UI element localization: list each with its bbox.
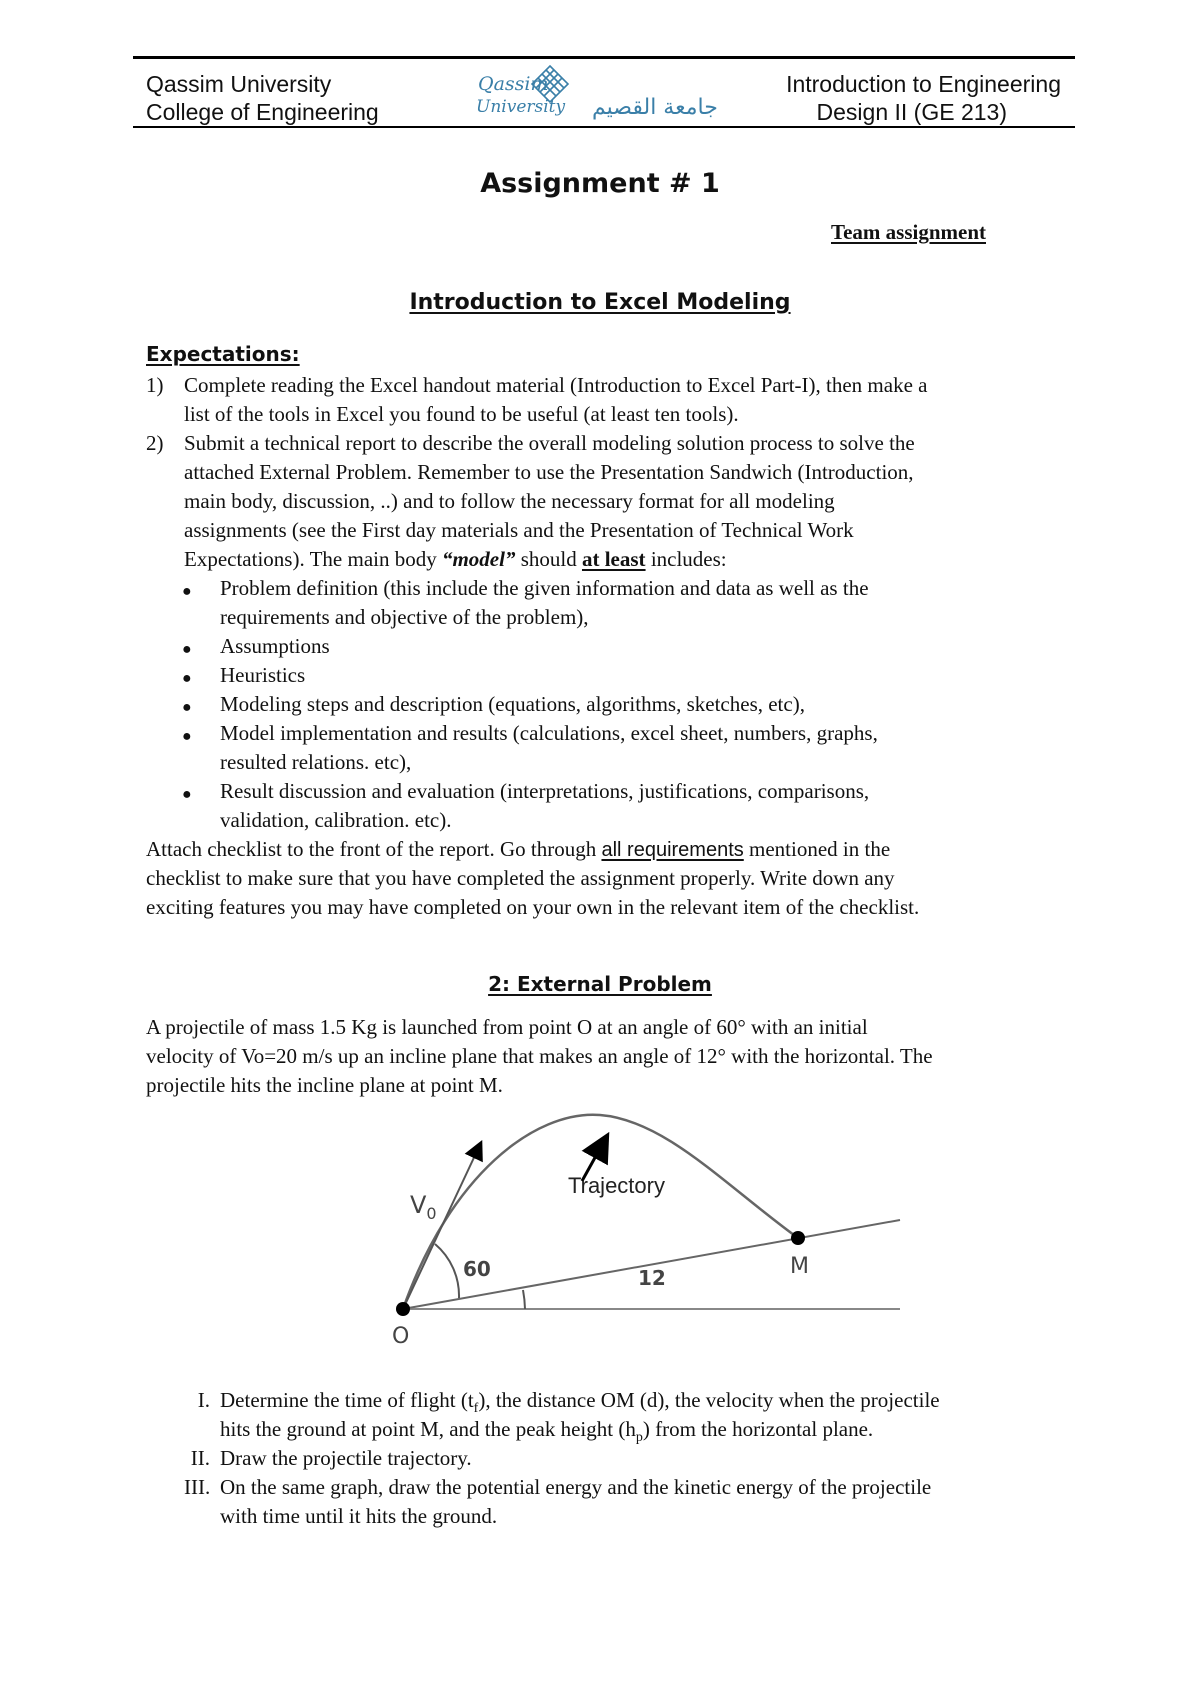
expectations-heading-text: Expectations: bbox=[146, 342, 300, 366]
line-text: Expectations). The main body bbox=[184, 547, 442, 571]
angle-60-arc bbox=[435, 1244, 459, 1298]
point-m-label: M bbox=[790, 1254, 809, 1279]
header-college: College of Engineering bbox=[146, 99, 379, 125]
bullet-item bbox=[146, 777, 1066, 835]
expectation-item-number: 2) bbox=[146, 431, 164, 455]
task-line: with time until it hits the ground. bbox=[220, 1504, 498, 1528]
line-text: should bbox=[515, 547, 582, 571]
logo-text-university: University bbox=[476, 97, 566, 117]
point-m-marker bbox=[791, 1231, 805, 1245]
header-university: Qassim University bbox=[146, 71, 332, 97]
bullet-item bbox=[146, 719, 1066, 777]
problem-statement bbox=[146, 1013, 1066, 1100]
attach-paragraph bbox=[146, 835, 1066, 922]
angle-12-arc bbox=[523, 1290, 525, 1309]
bullet-icon: ● bbox=[182, 728, 192, 745]
projectile-figure bbox=[380, 1105, 920, 1355]
task-number: I. bbox=[197, 1388, 210, 1412]
bullet-icon: ● bbox=[182, 641, 192, 658]
expectations-heading bbox=[146, 342, 300, 366]
bullet-item bbox=[146, 661, 1066, 690]
header-course-line1: Introduction to Engineering bbox=[786, 71, 1061, 97]
expectation-item-line: Complete reading the Excel handout material (Introduction to Excel Part-I), then make a bbox=[184, 373, 928, 397]
problem-heading-text: 2: External Problem bbox=[488, 972, 712, 996]
bullet-line: Result discussion and evaluation (interpretations, justifications, comparisons, bbox=[220, 779, 870, 803]
assignment-title: Assignment # 1 bbox=[480, 168, 720, 199]
logo-emblem-icon bbox=[472, 60, 718, 122]
bullet-icon: ● bbox=[182, 670, 192, 687]
expectation-item-2 bbox=[146, 429, 1066, 574]
header-top-rule bbox=[133, 56, 1075, 59]
angle-60-label: 60 bbox=[463, 1257, 491, 1281]
page-subtitle-text: Introduction to Excel Modeling bbox=[409, 290, 791, 315]
line-text: ) from the horizontal plane. bbox=[642, 1417, 874, 1441]
bullet-item bbox=[146, 574, 1066, 632]
bullet-icon: ● bbox=[182, 583, 192, 600]
bullet-line: validation, calibration. etc). bbox=[220, 808, 452, 832]
attach-line bbox=[146, 835, 1066, 865]
logo-text-qassim: Qassim bbox=[478, 73, 549, 95]
task-number: III. bbox=[184, 1475, 211, 1499]
bullet-line: Heuristics bbox=[220, 663, 306, 687]
attach-line: checklist to make sure that you have completed the assignment properly. Write down any bbox=[146, 866, 895, 890]
subscript: p bbox=[635, 1430, 643, 1446]
line-text: Attach checklist to the front of the report. Go through bbox=[146, 837, 602, 861]
subscript: f bbox=[473, 1401, 479, 1417]
angle-12-label: 12 bbox=[638, 1266, 666, 1290]
bullet-line: requirements and objective of the problem), bbox=[220, 605, 589, 629]
line-text: hits the ground at point M, and the peak height (h bbox=[220, 1417, 636, 1441]
expectation-item-number: 1) bbox=[146, 373, 164, 397]
bullet-item bbox=[146, 632, 1066, 661]
logo-text-arabic: جامعة القصيم bbox=[592, 95, 718, 120]
bullet-line: Assumptions bbox=[220, 634, 330, 658]
header-bottom-rule bbox=[133, 126, 1075, 128]
task-item-3 bbox=[184, 1473, 1064, 1531]
bullet-icon: ● bbox=[182, 786, 192, 803]
all-requirements-emphasis: all requirements bbox=[601, 839, 744, 861]
expectation-item-line: list of the tools in Excel you found to be useful (at least ten tools). bbox=[184, 402, 739, 426]
expectation-item-line bbox=[184, 545, 1066, 574]
point-o-marker bbox=[396, 1302, 410, 1316]
page-subtitle bbox=[0, 290, 1200, 315]
bullet-line: Model implementation and results (calculations, excel sheet, numbers, graphs, bbox=[220, 721, 878, 745]
problem-line: projectile hits the incline plane at point M. bbox=[146, 1073, 503, 1097]
expectation-item-line: main body, discussion, ..) and to follow the necessary format for all modeling bbox=[184, 489, 835, 513]
problem-line: velocity of Vo=20 m/s up an incline plane that makes an angle of 12° with the horizontal. The bbox=[146, 1044, 933, 1068]
bullet-line: Modeling steps and description (equations, algorithms, sketches, etc), bbox=[220, 692, 805, 716]
line-text: Determine the time of flight (t bbox=[220, 1388, 474, 1412]
point-o-label: O bbox=[392, 1324, 410, 1349]
line-text: mentioned in the bbox=[743, 837, 891, 861]
university-logo bbox=[472, 60, 718, 122]
v0-vector-arrow bbox=[403, 1149, 478, 1309]
task-number: II. bbox=[190, 1446, 210, 1470]
header-course-line2: Design II (GE 213) bbox=[816, 99, 1007, 125]
bullet-line: Problem definition (this include the given information and data as well as the bbox=[220, 576, 869, 600]
bullet-item bbox=[146, 690, 1066, 719]
expectation-item-line: Submit a technical report to describe the overall modeling solution process to solve the bbox=[184, 431, 915, 455]
expectation-item-line: attached External Problem. Remember to use the Presentation Sandwich (Introduction, bbox=[184, 460, 914, 484]
expectation-item-1 bbox=[146, 371, 1066, 429]
trajectory-label: Trajectory bbox=[568, 1173, 665, 1198]
v0-label: $V_0$ bbox=[410, 1191, 437, 1223]
attach-line: exciting features you may have completed on your own in the relevant item of the checklist. bbox=[146, 895, 920, 919]
team-assignment-text: Team assignment bbox=[831, 220, 986, 244]
task-item-1 bbox=[184, 1386, 1064, 1444]
problem-line: A projectile of mass 1.5 Kg is launched from point O at an angle of 60° with an initial bbox=[146, 1015, 868, 1039]
line-text: ), the distance OM (d), the velocity when the projectile bbox=[478, 1388, 940, 1412]
bullet-icon: ● bbox=[182, 699, 192, 716]
problem-heading bbox=[0, 972, 1200, 996]
at-least-emphasis: at least bbox=[581, 547, 646, 571]
team-assignment-label bbox=[700, 220, 986, 245]
task-line: Draw the projectile trajectory. bbox=[220, 1446, 472, 1470]
task-item-2 bbox=[184, 1444, 1064, 1473]
expectation-item-line: assignments (see the First day materials and the Presentation of Technical Work bbox=[184, 518, 854, 542]
model-emphasis: “model” bbox=[441, 547, 516, 571]
line-text: includes: bbox=[645, 547, 727, 571]
bullet-line: resulted relations. etc), bbox=[220, 750, 412, 774]
task-line: On the same graph, draw the potential energy and the kinetic energy of the projectile bbox=[220, 1475, 932, 1499]
